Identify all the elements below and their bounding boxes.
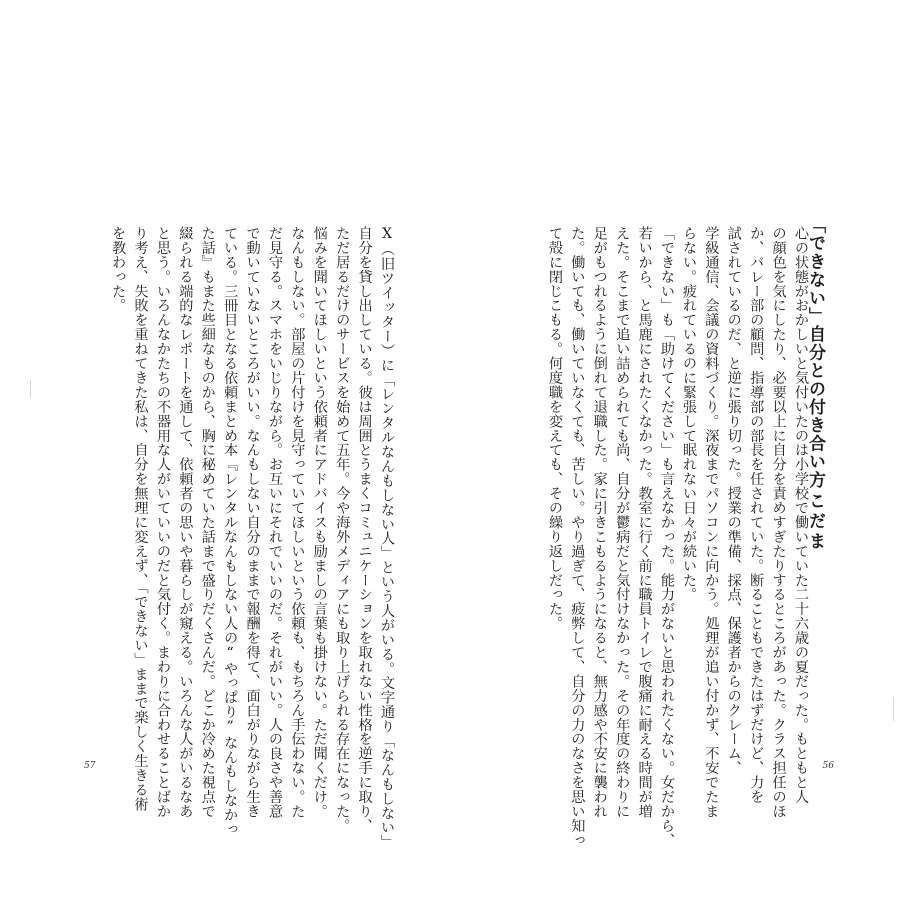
essay-title: 「できない」自分との付き合い方 [805, 216, 825, 489]
author-name: こだま [805, 492, 825, 552]
gutter-mark-right [893, 697, 894, 721]
right-paragraph-2: 「できない」も「助けてください」も言えなかった。能力がないと思われたくない。女だから、 若いから、と馬鹿にされたくなかった。教室に行く前に職員トイレで腹痛に耐える時間が増 えた。そこまで追い詰められても尚、自分が鬱病だと気付けなかった。その年度の終わりに 足がもつれるように倒れて退職した。家に引きこもるようになると、無力感や不安に襲われ た。働いても、働いていなくても、苦しい。やり過ぎて、疲弊して、自分の力のなさを思い知っ て殻に閉じこもる。何度職を変えても、その繰り返しだった。 [546, 226, 675, 848]
gutter-mark-left [30, 380, 31, 398]
page-number-right: 56 [822, 761, 834, 771]
left-paragraph-1: X（旧ツイッター）に「レンタルなんもしない人」という人がいる。文字通り「なんもしない」 自分を貸し出している。彼は周囲とうまくコミュニケーションを取れない性格を逆手に取り、 ただ居るだけのサービスを始めて五年。今や海外メディアにも取り上げられる存在になった。 悩みを聞いてほしいという依頼者にアドバイスも励ましの言葉も掛けない。ただ聞くだけ。 なんもしない。部屋の片付けを見守っていてほしいという依頼も、もちろん手伝わない。た だ見守る。スマホをいじりながら。お互いにそれでいいのだ。それがいい。人の良さや善意 で動いていないところがいい。なんもしない自分のままで報酬を得て、面白がりながら生き ている。三冊目となる依頼まとめ本『レンタルなんもしない人の“やっぱり”なんもしなかっ た話』もまた些細なものから、胸に秘めていた話まで盛りだくさんだ。どこか冷めた視点で 綴られる端的なレポートを通して、依頼者の思いや暮らしが窺える。いろんな人がいるなあ と思う。いろんなかたちの不器用な人がいていいのだと気付く。まわりに合わせることばか り考え、失敗を重ねてきた私は、自分を無理に変えず、「できない」ままで楽しく生きる術 を教わった。 [110, 226, 395, 850]
right-paragraph-1: 心の状態がおかしいと気付いたのは小学校で働いていた二十六歳の夏だった。もともと人 の顔色を気にしたり、必要以上に自分を責めすぎたりするところがあった。クラス担任のほ か、バレー部の顧問、指導部の部長を任されていた。断ることもできたはずだけど、力を 試されているのだ、と逆に張り切った。授業の準備、採点、保護者からのクレーム、 学級通信、会議の資料づくり。深夜までパソコンに向かう。処理が追い付かず、不安でたま らない。疲れているのに緊張して眠れない日々が続いた。 [680, 226, 809, 819]
page-number-left: 57 [84, 761, 96, 771]
